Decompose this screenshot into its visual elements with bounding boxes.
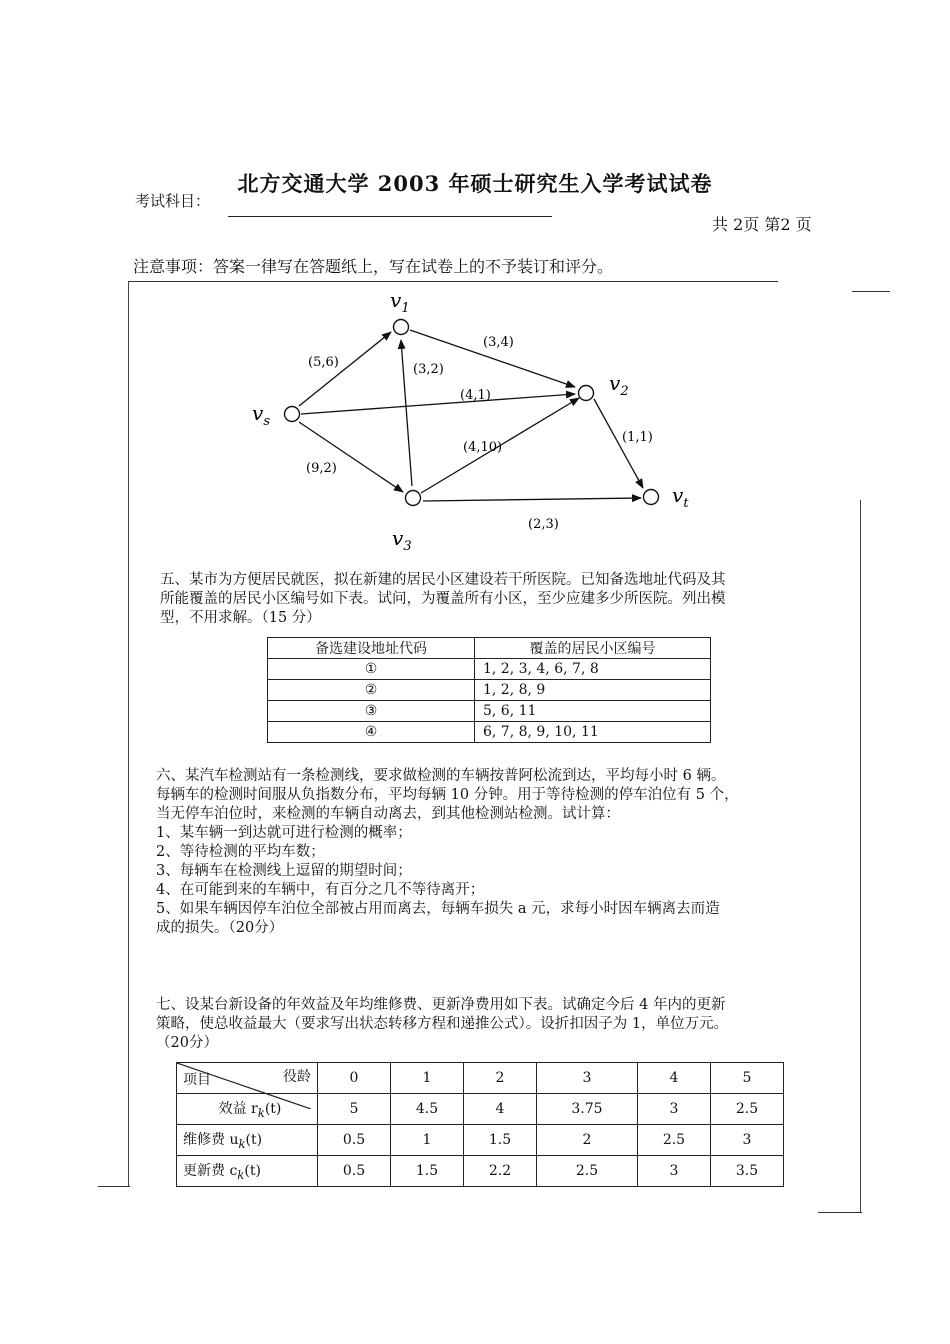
table-cell: 2 bbox=[537, 1125, 638, 1156]
table-header-row bbox=[268, 638, 711, 659]
edge-label-vs-v3: (9,2) bbox=[306, 461, 337, 476]
table-header-cell: 1 bbox=[391, 1063, 464, 1094]
table-cell: 5, 6, 11 bbox=[475, 701, 711, 722]
edge-label-v3-vt: (2,3) bbox=[528, 517, 559, 532]
q6-line: 成的损失。（20分） bbox=[156, 920, 284, 936]
corner-top-label: 役龄 bbox=[283, 1069, 311, 1085]
table-cell: 0.5 bbox=[318, 1125, 391, 1156]
table-row bbox=[177, 1125, 784, 1156]
table-header-cell: 2 bbox=[464, 1063, 537, 1094]
node-vs-label: $v_s$ bbox=[252, 401, 270, 429]
table-cell: 3 bbox=[710, 1125, 783, 1156]
table-header-cell: 覆盖的居民小区编号 bbox=[475, 638, 711, 659]
q6-line: 六、某汽车检测站有一条检测线，要求做检测的车辆按普阿松流到达，平均每小时 6 辆。 bbox=[156, 768, 726, 784]
page-count: 共 2页 第2 页 bbox=[712, 215, 812, 234]
q6-line: 1、某车辆一到达就可进行检测的概率； bbox=[156, 825, 412, 841]
q6-line: 4、在可能到来的车辆中，有百分之几不等待离开； bbox=[156, 882, 485, 898]
node-v2-circle bbox=[579, 386, 594, 401]
q5-table bbox=[267, 637, 711, 743]
q6-line: 每辆车的检测时间服从负指数分布，平均每辆 10 分钟。用于等待检测的停车泊位有 5 个， bbox=[156, 787, 739, 803]
table-cell: 1, 2, 3, 4, 6, 7, 8 bbox=[475, 659, 711, 680]
node-v1-label: $v_1$ bbox=[390, 288, 410, 316]
frame-right-line bbox=[860, 500, 861, 1212]
node-v3-circle bbox=[406, 491, 421, 506]
table-cell: ③ bbox=[268, 701, 475, 722]
edge-label-v1-v2: (3,4) bbox=[483, 335, 514, 350]
table-cell: ④ bbox=[268, 722, 475, 743]
table-cell: ② bbox=[268, 680, 475, 701]
notice-text: 注意事项：答案一律写在答题纸上，写在试卷上的不予装订和评分。 bbox=[133, 257, 614, 276]
q6-text bbox=[156, 767, 821, 938]
table-cell: 2.5 bbox=[537, 1156, 638, 1187]
edge-label-v2-vt: (1,1) bbox=[622, 430, 653, 445]
table-cell: 5 bbox=[318, 1094, 391, 1125]
table-row bbox=[268, 659, 711, 680]
table-cell: 6, 7, 8, 9, 10, 11 bbox=[475, 722, 711, 743]
node-v3-label: $v_3$ bbox=[392, 526, 412, 554]
table-cell: 1 bbox=[391, 1125, 464, 1156]
q7-text bbox=[156, 996, 821, 1053]
q6-line: 2、等待检测的平均车数； bbox=[156, 844, 325, 860]
table-header-cell: 0 bbox=[318, 1063, 391, 1094]
table-cell: 2.2 bbox=[464, 1156, 537, 1187]
table-cell: 1.5 bbox=[391, 1156, 464, 1187]
node-vt-circle bbox=[644, 490, 659, 505]
edge-label-v3-v2: (4,10) bbox=[463, 440, 503, 455]
edge-label-v3-v1: (3,2) bbox=[413, 362, 444, 377]
node-vt-label: $v_t$ bbox=[672, 483, 689, 511]
q5-line: 所能覆盖的居民小区编号如下表。试问，为覆盖所有小区，至少应建多少所医院。列出模 bbox=[160, 591, 726, 607]
q6-line: 3、每辆车在检测线上逗留的期望时间； bbox=[156, 863, 412, 879]
q7-line: 策略，使总收益最大（要求写出状态转移方程和递推公式）。设折扣因子为 1，单位万元。 bbox=[156, 1016, 729, 1032]
table-cell: 3 bbox=[637, 1094, 710, 1125]
edge-vs-v2 bbox=[301, 394, 575, 414]
table-header-cell: 3 bbox=[537, 1063, 638, 1094]
row-label: 效益 $r_k(t)$ bbox=[177, 1094, 318, 1125]
edge-v3-v1 bbox=[401, 340, 412, 486]
row-label: 维修费 $u_k(t)$ bbox=[177, 1125, 318, 1156]
q5-line: 型，不用求解。（15 分） bbox=[160, 610, 321, 626]
q5-line: 五、某市为方便居民就医，拟在新建的居民小区建设若干所医院。已知备选地址代码及其 bbox=[160, 572, 726, 588]
table-corner-cell bbox=[177, 1063, 318, 1094]
table-cell: 3.75 bbox=[537, 1094, 638, 1125]
table-cell: 2.5 bbox=[710, 1094, 783, 1125]
q5-text bbox=[160, 571, 825, 628]
exam-title: 北方交通大学 2003 年硕士研究生入学考试试卷 bbox=[237, 171, 713, 196]
table-header-row bbox=[177, 1063, 784, 1094]
node-v2-label: $v_2$ bbox=[609, 371, 629, 399]
network-diagram bbox=[0, 0, 950, 570]
table-cell: 1, 2, 8, 9 bbox=[475, 680, 711, 701]
table-cell: 4 bbox=[464, 1094, 537, 1125]
frame-bottom-right-line bbox=[818, 1212, 862, 1213]
table-row bbox=[268, 701, 711, 722]
q7-line: （20分） bbox=[156, 1035, 218, 1051]
row-label: 更新费 $c_k(t)$ bbox=[177, 1156, 318, 1187]
subject-label: 考试科目： bbox=[135, 192, 211, 210]
edge-label-vs-v2: (4,1) bbox=[460, 388, 491, 403]
table-cell: 1.5 bbox=[464, 1125, 537, 1156]
edge-vs-v3 bbox=[299, 422, 403, 492]
table-cell: 3 bbox=[637, 1156, 710, 1187]
q7-table bbox=[176, 1062, 784, 1187]
table-header-cell: 备选建设地址代码 bbox=[268, 638, 475, 659]
frame-bottom-left-line bbox=[98, 1186, 130, 1187]
edge-v3-vt bbox=[423, 498, 641, 501]
table-cell: 2.5 bbox=[637, 1125, 710, 1156]
table-row bbox=[268, 722, 711, 743]
table-row bbox=[177, 1156, 784, 1187]
table-header-cell: 4 bbox=[637, 1063, 710, 1094]
corner-bottom-label: 项目 bbox=[183, 1072, 211, 1088]
node-vs-circle bbox=[285, 407, 300, 422]
table-cell: 3.5 bbox=[710, 1156, 783, 1187]
q7-line: 七、设某台新设备的年效益及年均维修费、更新净费用如下表。试确定今后 4 年内的更新 bbox=[156, 997, 726, 1013]
table-cell: ① bbox=[268, 659, 475, 680]
q6-line: 当无停车泊位时，来检测的车辆自动离去，到其他检测站检测。试计算： bbox=[156, 806, 620, 822]
table-row bbox=[268, 680, 711, 701]
q6-line: 5、如果车辆因停车泊位全部被占用而离去，每辆车损失 a 元，求每小时因车辆离去而造 bbox=[156, 901, 720, 917]
table-cell: 0.5 bbox=[318, 1156, 391, 1187]
table-header-cell: 5 bbox=[710, 1063, 783, 1094]
table-cell: 4.5 bbox=[391, 1094, 464, 1125]
edge-label-vs-v1: (5,6) bbox=[308, 355, 339, 370]
node-v1-circle bbox=[394, 320, 409, 335]
